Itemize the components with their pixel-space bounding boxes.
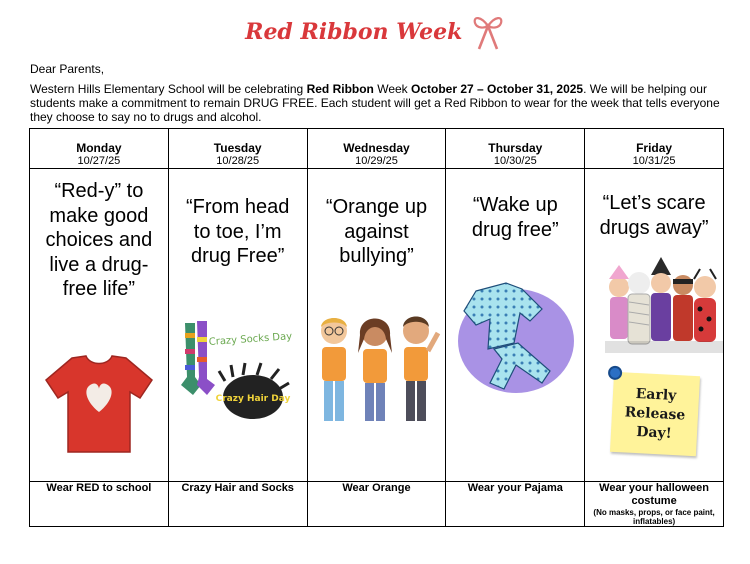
- day-header-tuesday: [168, 129, 307, 169]
- intro-text-1: Western Hills Elementary School will be celebrating: [30, 82, 307, 96]
- theme-cell-monday: [30, 169, 169, 482]
- theme-quote: “Red-y” to make good choices and live a drug-free life”: [45, 180, 153, 300]
- crazy-socks-hair-icon: [179, 319, 299, 429]
- intro-bold-red-ribbon: Red Ribbon: [306, 82, 374, 96]
- theme-quote: “From head to toe, I’m drug Free”: [186, 196, 290, 267]
- theme-cell-friday: [585, 169, 724, 482]
- activity-friday: [585, 482, 724, 527]
- day-name: Wednesday: [343, 141, 410, 155]
- day-header-friday: [585, 129, 724, 169]
- day-date: 10/27/25: [77, 155, 121, 167]
- theme-quote: “Wake up drug free”: [471, 194, 559, 241]
- red-shirt-heart-icon: [42, 354, 156, 454]
- crazy-hair-text: Crazy Hair Day: [215, 394, 291, 404]
- day-header-thursday: [446, 129, 585, 169]
- theme-cell-wednesday: [307, 169, 446, 482]
- title-row: [0, 12, 750, 52]
- activity-tuesday: Crazy Hair and Socks: [168, 482, 307, 527]
- intro-text-2: Week: [373, 82, 412, 96]
- schedule-header-row: [30, 129, 724, 169]
- crazy-socks-text: Crazy Socks Day: [208, 331, 293, 348]
- intro-paragraph: [30, 82, 730, 124]
- day-name: Friday: [636, 141, 673, 155]
- sticky-note-text: Early Release Day!: [624, 385, 686, 442]
- page-title: Red Ribbon Week: [245, 19, 463, 45]
- schedule-activity-row: [30, 482, 724, 527]
- kids-orange-shirts-icon: [312, 309, 442, 429]
- schedule-table: [29, 128, 724, 527]
- activity-friday-label: Wear your halloween costume: [599, 482, 709, 507]
- schedule-theme-row: [30, 169, 724, 482]
- day-name: Thursday: [488, 141, 543, 155]
- theme-cell-tuesday: [168, 169, 307, 482]
- costume-kids-icon: [605, 257, 723, 357]
- theme-cell-thursday: [446, 169, 585, 482]
- activity-wednesday: Wear Orange: [307, 482, 446, 527]
- day-date: 10/28/25: [216, 155, 260, 167]
- day-date: 10/29/25: [355, 155, 398, 167]
- theme-quote: “Let’s scare drugs away”: [599, 192, 709, 239]
- activity-friday-note: (No masks, props, or face paint, inflatables): [593, 508, 715, 526]
- pajamas-icon: [454, 279, 578, 399]
- intro-text-3: . We will be helping our students make a commitment to remain DRUG FREE. Each student will get a Red Ribbon to wear for the week that tells everyone they choose to say no to drugs and alcohol.: [30, 82, 720, 124]
- ribbon-icon: [471, 12, 505, 52]
- day-date: 10/31/25: [632, 155, 676, 167]
- greeting: Dear Parents,: [30, 62, 105, 76]
- theme-quote: “Orange up against bullying”: [325, 196, 428, 267]
- day-name: Tuesday: [213, 141, 262, 155]
- activity-monday: Wear RED to school: [30, 482, 169, 527]
- day-name: Monday: [76, 141, 122, 155]
- activity-thursday: Wear your Pajama: [446, 482, 585, 527]
- intro-bold-dates: October 27 – October 31, 2025: [411, 82, 584, 96]
- day-date: 10/30/25: [493, 155, 537, 167]
- day-header-monday: [30, 129, 169, 169]
- day-header-wednesday: [307, 129, 446, 169]
- early-release-sticky-note: [610, 372, 700, 456]
